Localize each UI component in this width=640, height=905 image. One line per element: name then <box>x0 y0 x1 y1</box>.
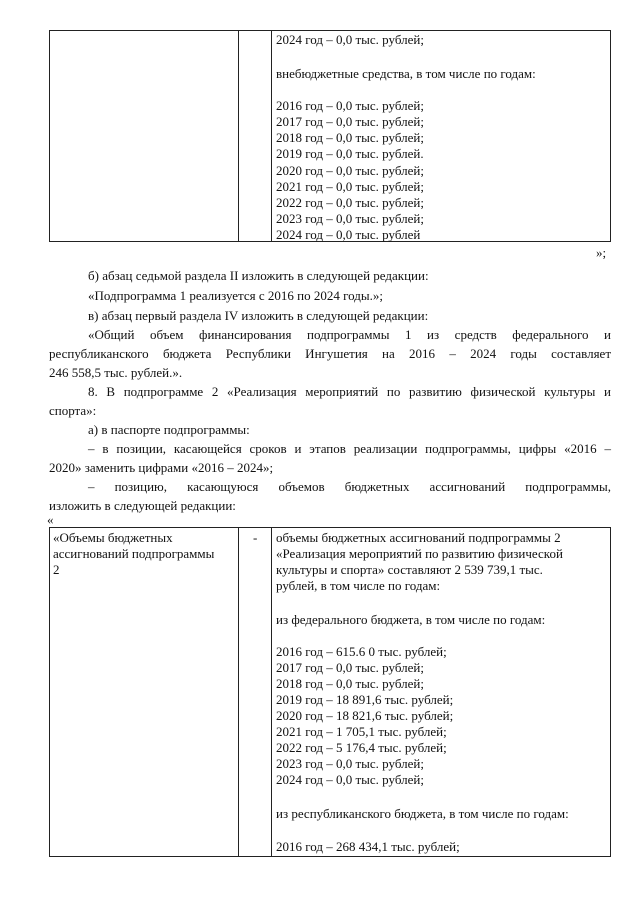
paragraph-a: а) в паспорте подпрограммы: <box>88 422 250 437</box>
paragraph-terms-line-2: 2020» заменить цифрами «2016 – 2024»; <box>49 460 274 475</box>
table-label-line: ассигнований подпрограммы <box>53 546 215 561</box>
table-line: рублей, в том числе по годам: <box>276 578 441 593</box>
table-line: внебюджетные средства, в том числе по годам: <box>276 66 536 81</box>
table-line: 2024 год – 0,0 тыс. рублей; <box>276 32 424 47</box>
table-line: 2023 год – 0,0 тыс. рублей; <box>276 756 424 771</box>
table-line: объемы бюджетных ассигнований подпрограммы 2 <box>276 530 561 545</box>
dash-mark: - <box>253 530 258 545</box>
table-line: 2016 год – 268 434,1 тыс. рублей; <box>276 839 460 854</box>
paragraph-financing-line-2: республиканского бюджета Республики Ингушетия на 2016 – 2024 годы составляет <box>49 346 611 361</box>
paragraph-v: в) абзац первый раздела IV изложить в следующей редакции: <box>88 308 429 323</box>
table-line: «Реализация мероприятий по развитию физической <box>276 546 563 561</box>
table-line: 2019 год – 0,0 тыс. рублей. <box>276 146 424 161</box>
paragraph-financing-line-3: 246 558,5 тыс. рублей.». <box>49 365 183 380</box>
opening-quote: « <box>47 512 54 527</box>
table-cell-dash <box>238 528 272 856</box>
paragraph-subprogram-1: «Подпрограмма 1 реализуется с 2016 по 2024 годы.»; <box>88 288 383 303</box>
closing-quote: »; <box>596 245 607 260</box>
table-line: из республиканского бюджета, в том числе по годам: <box>276 806 569 821</box>
table-line: 2016 год – 615.6 0 тыс. рублей; <box>276 644 447 659</box>
paragraph-position-line-2: изложить в следующей редакции: <box>49 498 236 513</box>
table-cell-label <box>50 528 239 856</box>
table-line: 2021 год – 1 705,1 тыс. рублей; <box>276 724 447 739</box>
table-cell-dash <box>238 31 272 241</box>
table-label-line: «Объемы бюджетных <box>53 530 173 545</box>
table-line: из федерального бюджета, в том числе по годам: <box>276 612 546 627</box>
table-line: 2018 год – 0,0 тыс. рублей; <box>276 130 424 145</box>
budget-table-continuation <box>49 30 611 242</box>
paragraph-item-8-line-1: 8. В подпрограмме 2 «Реализация мероприятий по развитию физической культуры и <box>88 384 611 399</box>
budget-table-subprogram-2 <box>49 527 611 857</box>
table-line: 2017 год – 0,0 тыс. рублей; <box>276 660 424 675</box>
table-line: 2022 год – 5 176,4 тыс. рублей; <box>276 740 447 755</box>
table-line: 2022 год – 0,0 тыс. рублей; <box>276 195 424 210</box>
table-label-line: 2 <box>53 562 60 577</box>
table-cell-label <box>50 31 239 241</box>
table-line: 2020 год – 0,0 тыс. рублей; <box>276 163 424 178</box>
table-line: 2020 год – 18 821,6 тыс. рублей; <box>276 708 454 723</box>
table-line: 2023 год – 0,0 тыс. рублей; <box>276 211 424 226</box>
table-line: культуры и спорта» составляют 2 539 739,1 тыс. <box>276 562 543 577</box>
paragraph-terms-line-1: – в позиции, касающейся сроков и этапов реализации подпрограммы, цифры «2016 – <box>88 441 611 456</box>
paragraph-item-8-line-2: спорта»: <box>49 403 97 418</box>
table-line: 2017 год – 0,0 тыс. рублей; <box>276 114 424 129</box>
table-line: 2018 год – 0,0 тыс. рублей; <box>276 676 424 691</box>
paragraph-position-line-1: – позицию, касающуюся объемов бюджетных ассигнований подпрограммы, <box>88 479 611 494</box>
table-line: 2019 год – 18 891,6 тыс. рублей; <box>276 692 454 707</box>
paragraph-financing-line-1: «Общий объем финансирования подпрограммы 1 из средств федерального и <box>88 327 611 342</box>
table-line: 2016 год – 0,0 тыс. рублей; <box>276 98 424 113</box>
table-line: 2024 год – 0,0 тыс. рублей; <box>276 772 424 787</box>
paragraph-b: б) абзац седьмой раздела II изложить в следующей редакции: <box>88 268 429 283</box>
table-line: 2024 год – 0,0 тыс. рублей <box>276 227 421 242</box>
table-line: 2021 год – 0,0 тыс. рублей; <box>276 179 424 194</box>
